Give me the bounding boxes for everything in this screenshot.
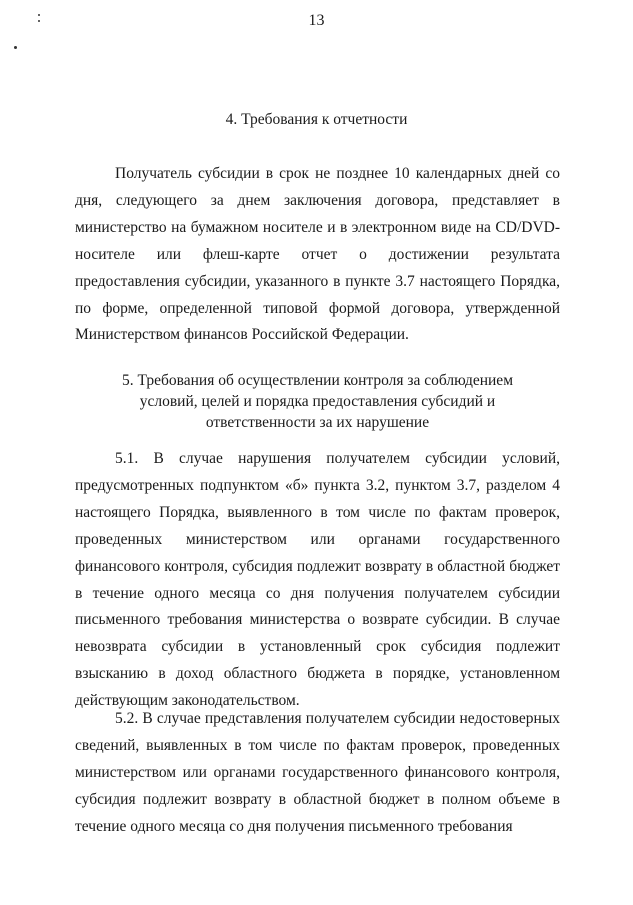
scan-speck <box>14 46 17 49</box>
section-5-title: 5. Требования об осуществлении контроля за соблюдением условий, целей и порядка предоставления субсидий и ответственности за их нарушение <box>121 372 513 431</box>
paragraph-5-1: 5.1. В случае нарушения получателем субсидии условий, предусмотренных подпунктом «б» пункта 3.2, пунктом 3.7, разделом 4 настоящего Порядка, выявленного в том числе по фактам проверок, проведенных министерством или органами государственного финансового контроля, субсидия подлежит возврату в областной бюджет в течение одного месяца со дня получения получателем субсидии письменного требования министерства о возврате субсидии. В случае невозврата субсидии в установленный срок субсидия подлежит взысканию в доход областного бюджета в порядке, установленном действующим законодательством. <box>75 450 560 710</box>
section-4-title: 4. Требования к отчетности <box>225 111 408 128</box>
section-4-paragraph: Получатель субсидии в срок не позднее 10 календарных дней со дня, следующего за днем заключения договора, представляет в министерство на бумажном носителе и в электронном виде на CD/DVD-носителе или флеш-карте отчет о достижении результата предоставления субсидии, указанного в пункте 3.7 настоящего Порядка, по форме, определенной типовой формой договора, утвержденной Министерством финансов Российской Федерации. <box>75 165 560 344</box>
page-number: 13 <box>308 12 325 29</box>
paragraph-5-2: 5.2. В случае представления получателем субсидии недостоверных сведений, выявленных в том числе по фактам проверок, проведенных министерством или органами государственного финансового контроля, субсидия подлежит возврату в областной бюджет в полном объеме в течение одного месяца со дня получения письменного требования <box>75 710 560 835</box>
